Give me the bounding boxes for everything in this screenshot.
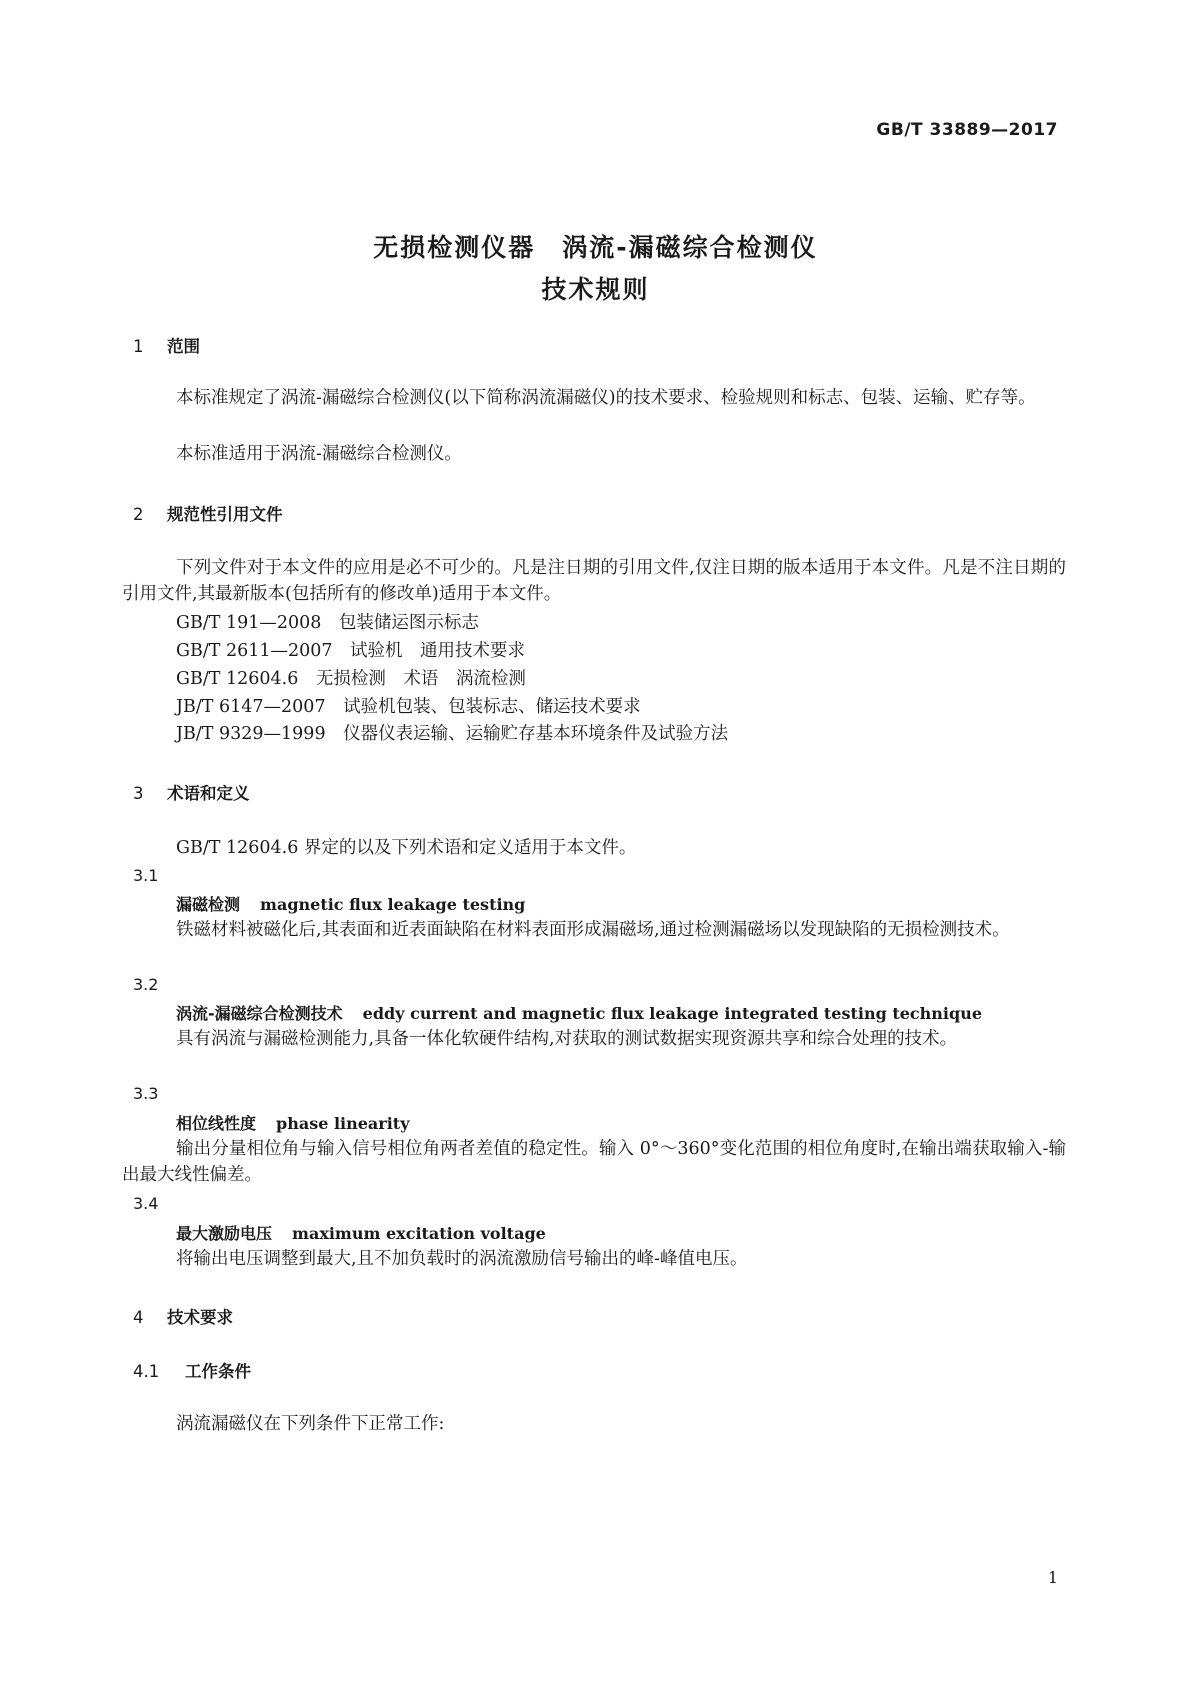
section-number: 1 [133,337,144,356]
section-2-paragraph-1: 下列文件对于本文件的应用是必不可少的。凡是注日期的引用文件,仅注日期的版本适用于本文件。凡是不注日期的引用文件,其最新版本(包括所有的修改单)适用于本文件。 [122,558,1066,604]
section-number: 2 [133,505,144,524]
section-title: 规范性引用文件 [167,505,283,524]
reference-item: JB/T 9329—1999 仪器仪表运输、运输贮存基本环境条件及试验方法 [176,724,729,744]
term-number: 3.2 [133,975,159,994]
term-cn: 最大激励电压 [176,1224,273,1243]
section-2-heading [133,501,283,525]
term-en: maximum excitation voltage [292,1224,546,1243]
document-title-line2: 技术规则 [541,275,650,304]
term-heading [176,1001,982,1024]
term-en: eddy current and magnetic flux leakage integrated testing technique [362,1004,982,1023]
subsection-4-1-heading [133,1358,251,1382]
term-cn: 漏磁检测 [176,895,241,914]
section-3-paragraph-1: GB/T 12604.6 界定的以及下列术语和定义适用于本文件。 [176,838,637,858]
section-1-paragraph-1: 本标准规定了涡流-漏磁综合检测仪(以下简称涡流漏磁仪)的技术要求、检验规则和标志、包装、运输、贮存等。 [176,388,1036,408]
subsection-number: 4.1 [133,1362,160,1381]
term-definition: 具有涡流与漏磁检测能力,具备一体化软硬件结构,对获取的测试数据实现资源共享和综合处理的技术。 [176,1029,958,1049]
term-number: 3.1 [133,866,159,885]
subsection-4-1-paragraph-1: 涡流漏磁仪在下列条件下正常工作: [176,1414,445,1434]
reference-item: GB/T 2611—2007 试验机 通用技术要求 [176,641,526,661]
section-title: 术语和定义 [167,784,250,803]
term-heading [176,1111,410,1134]
term-definition: 铁磁材料被磁化后,其表面和近表面缺陷在材料表面形成漏磁场,通过检测漏磁场以发现缺陷的无损检测技术。 [176,920,1010,940]
section-number: 4 [133,1308,144,1327]
term-cn: 相位线性度 [176,1114,257,1133]
term-number: 3.3 [133,1084,159,1103]
term-en: magnetic flux leakage testing [260,895,526,914]
term-definition: 将输出电压调整到最大,且不加负载时的涡流激励信号输出的峰-峰值电压。 [176,1249,748,1269]
reference-item: JB/T 6147—2007 试验机包装、包装标志、储运技术要求 [176,697,641,717]
section-4-heading [133,1304,233,1328]
section-1-heading [133,333,200,357]
reference-item: GB/T 191—2008 包装储运图示标志 [176,613,479,633]
term-definition: 输出分量相位角与输入信号相位角两者差值的稳定性。输入 0°～360°变化范围的相位角度时,在输出端获取输入-输出最大线性偏差。 [122,1139,1066,1185]
term-number: 3.4 [133,1194,159,1213]
section-3-heading [133,780,250,804]
subsection-title: 工作条件 [185,1362,251,1381]
page-number: 1 [1047,1568,1058,1587]
term-cn: 涡流-漏磁综合检测技术 [176,1004,343,1023]
section-title: 范围 [167,337,200,356]
term-heading [176,892,525,915]
section-number: 3 [133,784,144,803]
term-heading [176,1221,546,1244]
reference-item: GB/T 12604.6 无损检测 术语 涡流检测 [176,669,526,689]
document-title-line1: 无损检测仪器 涡流-漏磁综合检测仪 [373,233,818,262]
section-1-paragraph-2: 本标准适用于涡流-漏磁综合检测仪。 [176,444,462,464]
standard-code: GB/T 33889—2017 [876,120,1058,140]
term-en: phase linearity [276,1114,410,1133]
section-title: 技术要求 [167,1308,233,1327]
